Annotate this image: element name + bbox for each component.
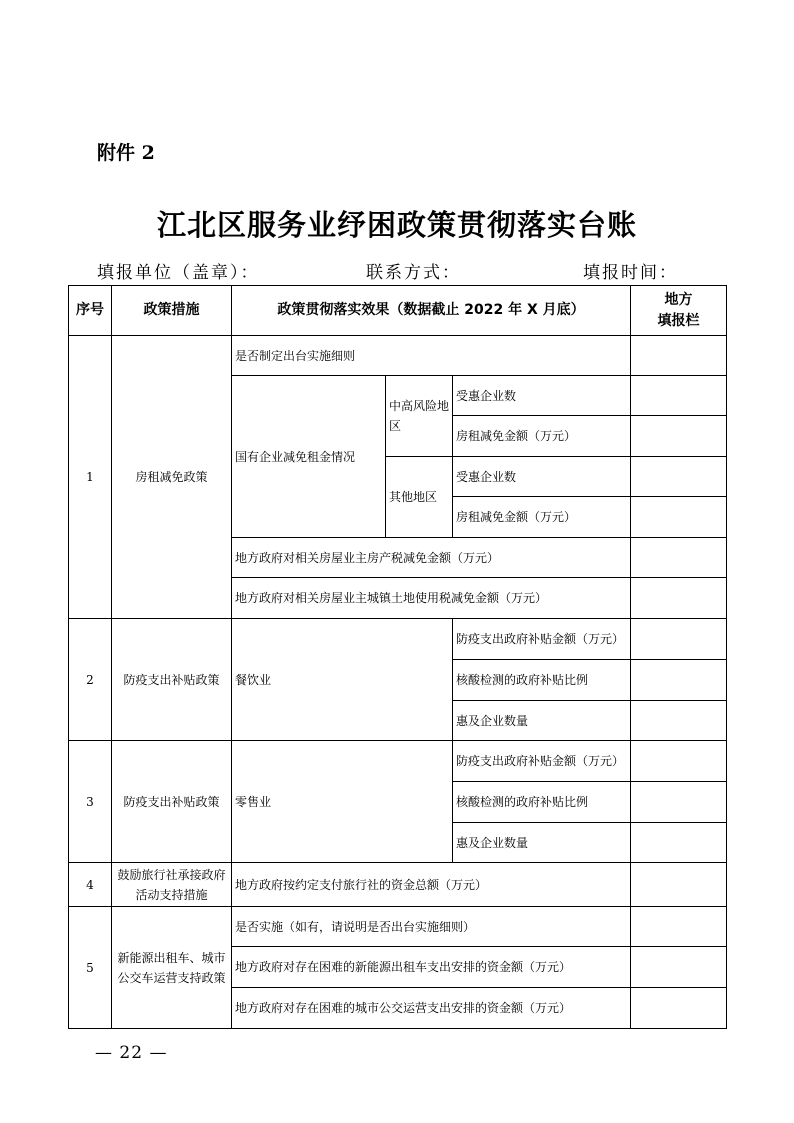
row3-test-ratio: 核酸检测的政府补贴比例 [453,782,631,823]
row1-benefit-count-a: 受惠企业数 [453,376,631,416]
header-local-line2: 填报栏 [657,312,700,329]
row2-industry: 餐饮业 [232,619,453,741]
header-measure: 政策措施 [112,286,232,336]
header-no: 序号 [69,286,112,336]
row1-rent-amount-a: 房租减免金额（万元） [453,416,631,457]
ledger-table [68,285,727,1029]
row4-fill-1[interactable] [631,863,727,907]
row1-state-rent: 国有企业减免租金情况 [232,376,386,538]
table-row [69,863,727,907]
row2-benefit-count: 惠及企业数量 [453,701,631,741]
row1-fill-4[interactable] [631,457,727,497]
row1-no: 1 [69,336,112,619]
table-row [69,336,727,376]
row2-fill-2[interactable] [631,660,727,701]
row5-implemented: 是否实施（如有，请说明是否出台实施细则） [232,907,631,947]
page-number: — 22 — [95,1043,168,1063]
row1-benefit-count-b: 受惠企业数 [453,457,631,497]
row1-rent-amount-b: 房租减免金额（万元） [453,497,631,538]
row5-fill-3[interactable] [631,988,727,1029]
header-effect: 政策贯彻落实效果（数据截止 2022 年 X 月底） [232,286,631,336]
row4-no: 4 [69,863,112,907]
header-local-line1: 地方 [664,291,693,308]
row5-bus-fund: 地方政府对存在困难的城市公交运营支出安排的资金额（万元） [232,988,631,1029]
row3-no: 3 [69,741,112,863]
row3-benefit-count: 惠及企业数量 [453,823,631,863]
row3-subsidy-amount: 防疫支出政府补贴金额（万元） [453,741,631,782]
row1-fill-1[interactable] [631,336,727,376]
row5-measure: 新能源出租车、城市公交车运营支持政策 [112,907,232,1029]
row1-fill-2[interactable] [631,376,727,416]
table-row [69,741,727,782]
row5-fill-2[interactable] [631,947,727,988]
row1-property-tax: 地方政府对相关房屋业主房产税减免金额（万元） [232,538,631,578]
row2-fill-1[interactable] [631,619,727,660]
fill-unit-label: 填报单位（盖章）： [97,263,260,283]
row4-effect: 地方政府按约定支付旅行社的资金总额（万元） [232,863,631,907]
row2-subsidy-amount: 防疫支出政府补贴金额（万元） [453,619,631,660]
row2-test-ratio: 核酸检测的政府补贴比例 [453,660,631,701]
row4-measure: 鼓励旅行社承接政府活动支持措施 [112,863,232,907]
table-row [69,907,727,947]
row2-fill-3[interactable] [631,701,727,741]
row1-land-tax: 地方政府对相关房屋业主城镇土地使用税减免金额（万元） [232,578,631,619]
page-title: 江北区服务业纾困政策贯彻落实台账 [156,208,637,242]
row5-no: 5 [69,907,112,1029]
row5-taxi-fund: 地方政府对存在困难的新能源出租车支出安排的资金额（万元） [232,947,631,988]
row2-measure: 防疫支出补贴政策 [112,619,232,741]
row1-fill-6[interactable] [631,538,727,578]
row3-fill-3[interactable] [631,823,727,863]
row3-fill-2[interactable] [631,782,727,823]
row2-no: 2 [69,619,112,741]
row3-fill-1[interactable] [631,741,727,782]
fill-time-label: 填报时间： [583,263,678,283]
row1-mid-high-risk: 中高风险地区 [386,376,453,457]
contact-label: 联系方式： [366,263,461,283]
row1-measure: 房租减免政策 [112,336,232,619]
row1-fill-3[interactable] [631,416,727,457]
row1-fill-5[interactable] [631,497,727,538]
row1-fill-7[interactable] [631,578,727,619]
attachment-label: 附件 2 [97,142,155,164]
header-local [631,286,727,336]
table-row [69,619,727,660]
row3-industry: 零售业 [232,741,453,863]
row3-measure: 防疫支出补贴政策 [112,741,232,863]
row1-detail-rules: 是否制定出台实施细则 [232,336,631,376]
row1-other-area: 其他地区 [386,457,453,538]
table-header-row [69,286,727,336]
row5-fill-1[interactable] [631,907,727,947]
